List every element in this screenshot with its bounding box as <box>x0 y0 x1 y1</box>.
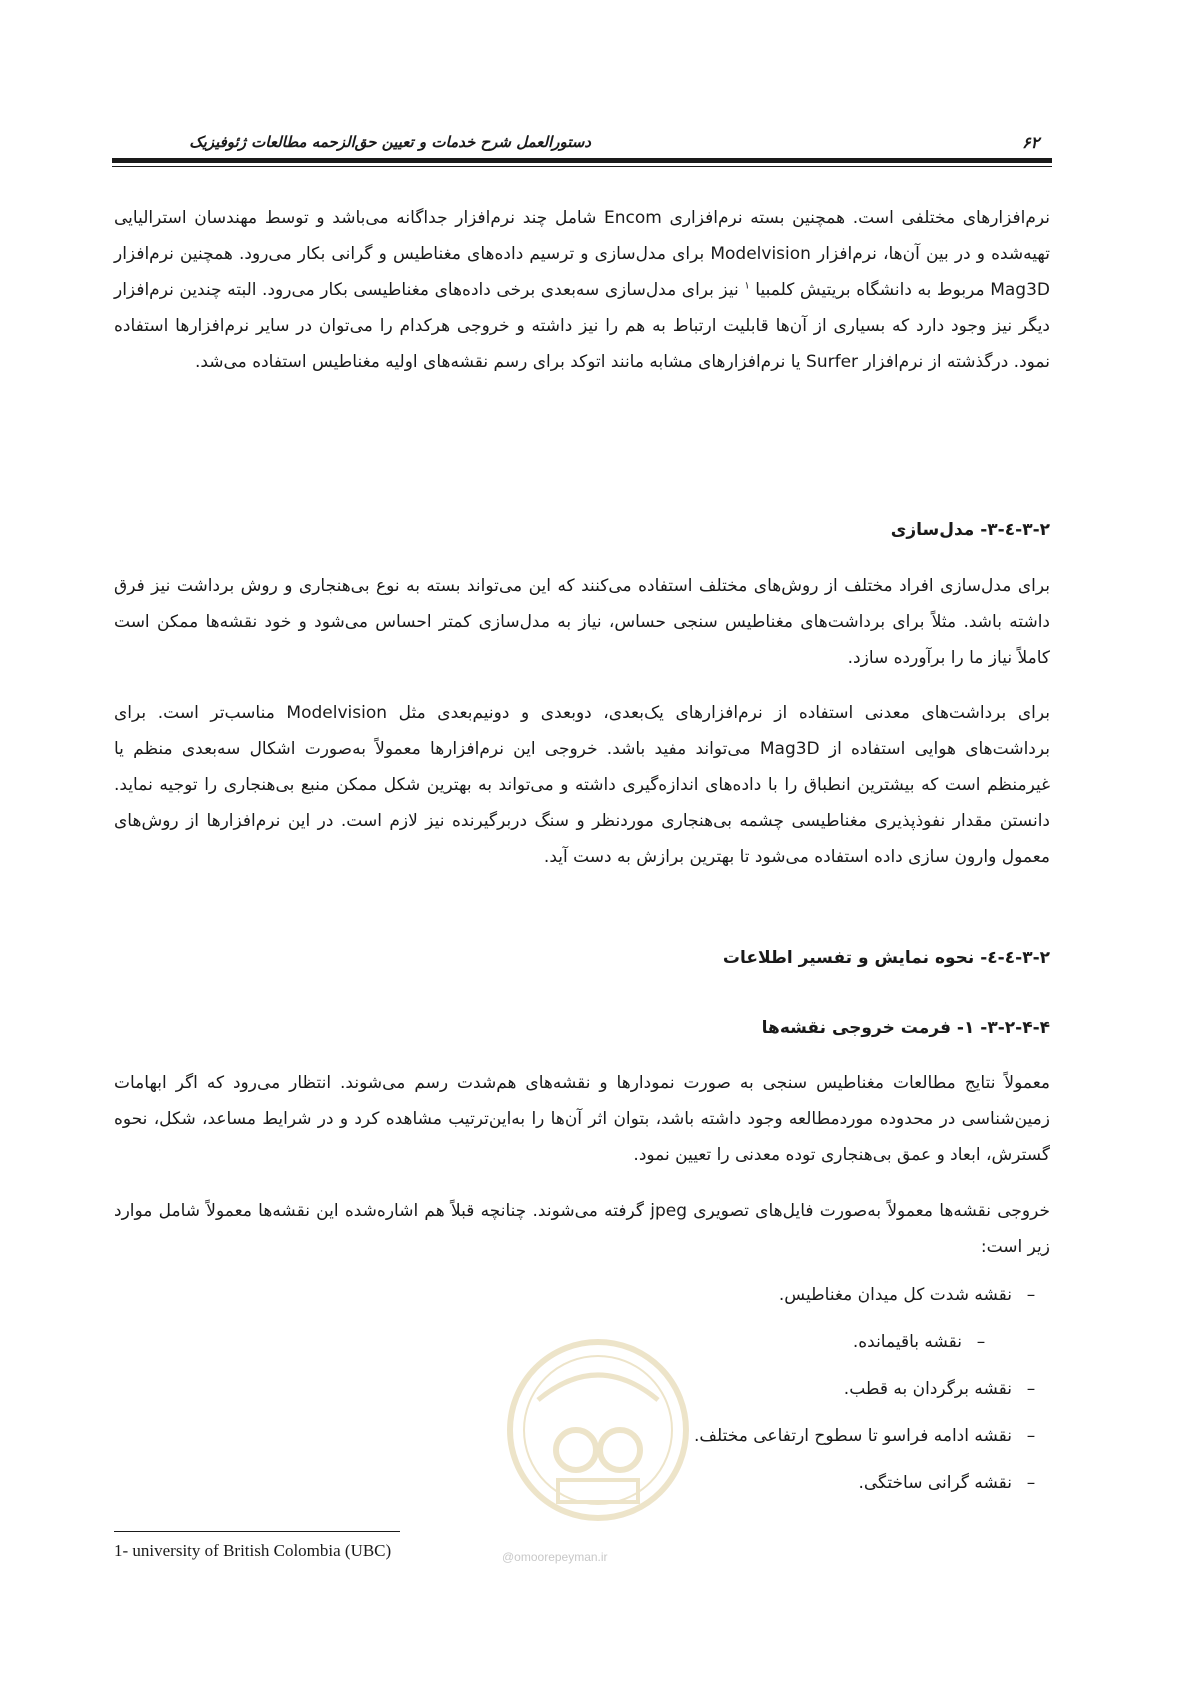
footnote-text: 1- university of British Colombia (UBC) <box>114 1541 392 1560</box>
list-item <box>858 1473 1050 1493</box>
watermark-logo <box>498 1330 698 1560</box>
list-item-text: نقشه گرانی ساختگی. <box>858 1473 1012 1493</box>
paragraph-results: معمولاً نتایج مطالعات مغناطیس سنجی به صورت نمودارها و نقشه‌های هم‌شدت رسم می‌شوند. انتظار می‌رود که اگر ابهامات زمین‌شناسی در محدوده موردمطالعه وجود داشته باشد، بتوان اثر آن‌ها را به‌این‌ترتیب مشاهده کرد و در شرایط مساعد، شکل، نحوه گسترش، ابعاد و عمق بی‌هنجاری توده معدنی را تعیین نمود. <box>114 1073 1050 1165</box>
bullet-dash: – <box>1026 1473 1036 1493</box>
paragraph-modeling: برای مدل‌سازی افراد مختلف از روش‌های مختلف استفاده می‌کنند که این می‌تواند بسته به نوع بی‌هنجاری و روش برداشت نیز فرق داشته باشد. مثلاً برای برداشت‌های مغناطیس سنجی حساس، نیاز به مدل‌سازی کمتر احساس می‌شود و خود نقشه‌ها ممکن است کاملاً نیاز ما را برآورده سازد. <box>114 576 1050 668</box>
section-heading-display: ۳-۲-٤-٤- نحوه نمایش و تفسیر اطلاعات <box>722 948 1050 968</box>
list-item <box>844 1379 1050 1399</box>
paragraph-software <box>114 200 1050 380</box>
list-item-text: نقشه ادامه فراسو تا سطوح ارتفاعی مختلف. <box>694 1426 1012 1446</box>
header-rule-thick <box>112 158 1052 163</box>
footnote-marker: ۱ <box>744 280 750 292</box>
paragraph-outputs: خروجی نقشه‌ها معمولاً به‌صورت فایل‌های تصویری jpeg گرفته می‌شوند. چنانچه قبلاً هم اشاره‌شده این نقشه‌ها معمولاً شامل موارد زیر است: <box>114 1201 1050 1257</box>
list-item <box>853 1332 1000 1352</box>
list-item-text: نقشه باقیمانده. <box>852 1332 962 1352</box>
bullet-dash: – <box>1026 1285 1036 1305</box>
list-item <box>694 1426 1050 1446</box>
footnote-rule <box>114 1531 400 1532</box>
section-heading-map-format: ۳-۲-۴-۴- ۱- فرمت خروجی نقشه‌ها <box>761 1018 1050 1038</box>
list-item <box>779 1285 1050 1305</box>
bullet-dash: – <box>976 1332 986 1352</box>
running-header-title: دستورالعمل شرح خدمات و تعیین حق‌الزحمه مطالعات ژئوفیزیک <box>189 133 591 151</box>
bullet-dash: – <box>1026 1426 1036 1446</box>
page-number: ۶۲ <box>1022 133 1040 152</box>
list-item-text: نقشه شدت کل میدان مغناطیس. <box>778 1285 1012 1305</box>
paragraph-software-text-rest: نیز برای مدل‌سازی سه‌بعدی برخی داده‌های مغناطیسی بکار می‌رود. البته چندین نرم‌افزار دیگر نیز وجود دارد که بسیاری از آن‌ها قابلیت ارتباط به هم را نیز داشته و خروجی هرکدام را می‌توان در سایر نرم‌افزارها استفاده نمود. درگذشته از نرم‌افزار Surfer یا نرم‌افزارهای مشابه مانند اتوکد برای رسم نقشه‌های اولیه مغناطیس استفاده می‌شد. <box>114 280 1050 372</box>
watermark-caption: @omoorepeyman.ir <box>502 1550 608 1564</box>
list-item-text: نقشه برگردان به قطب. <box>843 1379 1012 1399</box>
header-rule-thin <box>112 166 1052 167</box>
paragraph-software-text: نرم‌افزارهای مختلفی است. همچنین بسته نرم‌افزاری Encom شامل چند نرم‌افزار جداگانه می‌باشد و توسط مهندسان استرالیایی تهیه‌شده و در بین آن‌ها، نرم‌افزار Modelvision برای مدل‌سازی و ترسیم داده‌های مغناطیس و گرانی بکار می‌رود. همچنین نرم‌افزار Mag3D مربوط به دانشگاه بریتیش کلمبیا <box>114 208 1051 300</box>
bullet-dash: – <box>1026 1379 1036 1399</box>
paragraph-mineral-surveys: برای برداشت‌های معدنی استفاده از نرم‌افزارهای یک‌بعدی، دوبعدی و دونیم‌بعدی مثل Modelvision مناسب‌تر است. برای برداشت‌های هوایی استفاده از Mag3D می‌تواند مفید باشد. خروجی این نرم‌افزارها معمولاً به‌صورت اشکال سه‌بعدی منظم یا غیرمنظم است که بیشترین انطباق را با داده‌های اندازه‌گیری داشته و می‌تواند به بهترین شکل ممکن منبع بی‌هنجاری را توجیه نماید. دانستن مقدار نفوذپذیری مغناطیسی چشمه بی‌هنجاری موردنظر و سنگ دربرگیرنده نیز لازم است. در این نرم‌افزارها از روش‌های معمول وارون سازی داده استفاده می‌شود تا بهترین برازش به دست آید. <box>114 703 1050 867</box>
section-heading-modeling: ۳-۲-٤-۳- مدل‌سازی <box>890 520 1050 540</box>
